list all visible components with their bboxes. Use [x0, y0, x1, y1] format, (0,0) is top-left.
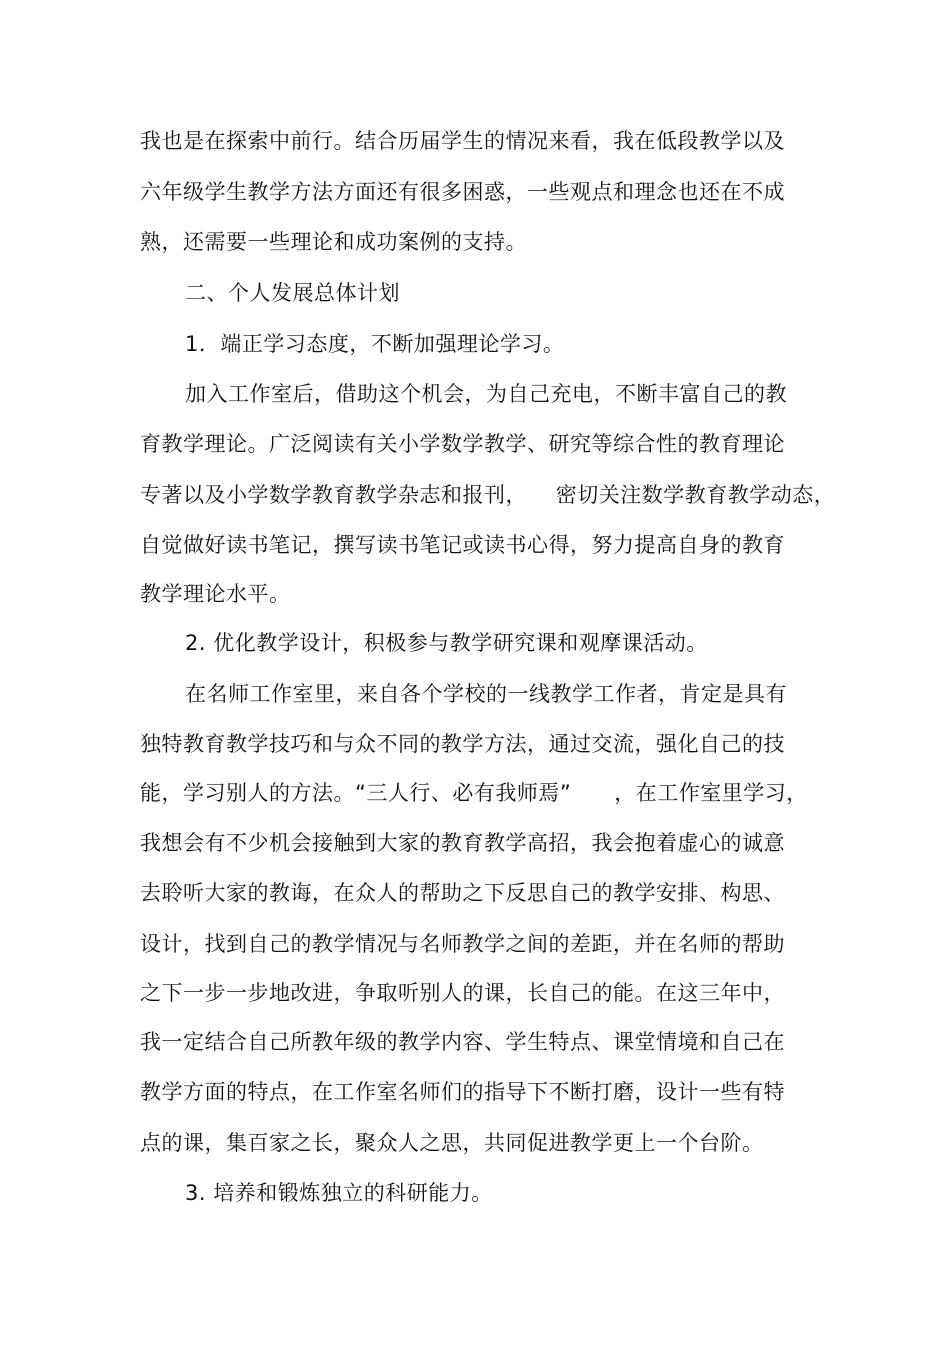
text-line: 自觉做好读书笔记，撰写读书笔记或读书心得，努力提高自身的教育: [140, 533, 785, 557]
text-line: 我想会有不少机会接触到大家的教育教学高招，我会抱着虚心的诚意: [140, 831, 785, 855]
text-line: 我一定结合自己所教年级的教学内容、学生特点、课堂情境和自己在: [140, 1030, 785, 1054]
text-line: 能，学习别人的方法。“三人行、必有我师焉” ，在工作室里学习，: [140, 781, 808, 805]
text-line: 六年级学生教学方法方面还有很多困惑，一些观点和理念也还在不成: [140, 180, 785, 204]
subheading: 2. 优化教学设计，积极参与教学研究课和观摩课活动。: [185, 631, 708, 655]
text-line: 熟，还需要一些理论和成功案例的支持。: [140, 230, 527, 254]
text-line: 点的课，集百家之长，聚众人之思，共同促进教学更上一个台阶。: [140, 1131, 764, 1155]
text-line: 独特教育教学技巧和与众不同的教学方法，通过交流，强化自己的技: [140, 732, 785, 756]
text-line: 教学方面的特点，在工作室名师们的指导下不断打磨，设计一些有特: [140, 1080, 785, 1104]
text-line: 在名师工作室里，来自各个学校的一线教学工作者，肯定是具有: [185, 682, 787, 706]
text-line: 我也是在探索中前行。结合历届学生的情况来看，我在低段教学以及: [140, 129, 785, 153]
text-line: 教学理论水平。: [140, 582, 291, 606]
text-line: 设计，找到自己的教学情况与名师教学之间的差距，并在名师的帮助: [140, 932, 785, 956]
section-heading: 二、个人发展总体计划: [185, 281, 400, 305]
text-line: 去聆听大家的教诲，在众人的帮助之下反思自己的教学安排、构思、: [140, 881, 785, 905]
subheading: 1．端正学习态度，不断加强理论学习。: [185, 332, 565, 356]
text-line: 专著以及小学数学教育教学杂志和报刊， 密切关注数学教育教学动态，: [140, 483, 836, 507]
text-line: 加入工作室后，借助这个机会，为自己充电，不断丰富自己的教: [185, 382, 787, 406]
subheading: 3. 培养和锻炼独立的科研能力。: [185, 1181, 493, 1205]
text-line: 育教学理论。广泛阅读有关小学数学教学、研究等综合性的教育理论: [140, 432, 785, 456]
text-line: 之下一步一步地改进，争取听别人的课，长自己的能。在这三年中，: [140, 981, 785, 1005]
